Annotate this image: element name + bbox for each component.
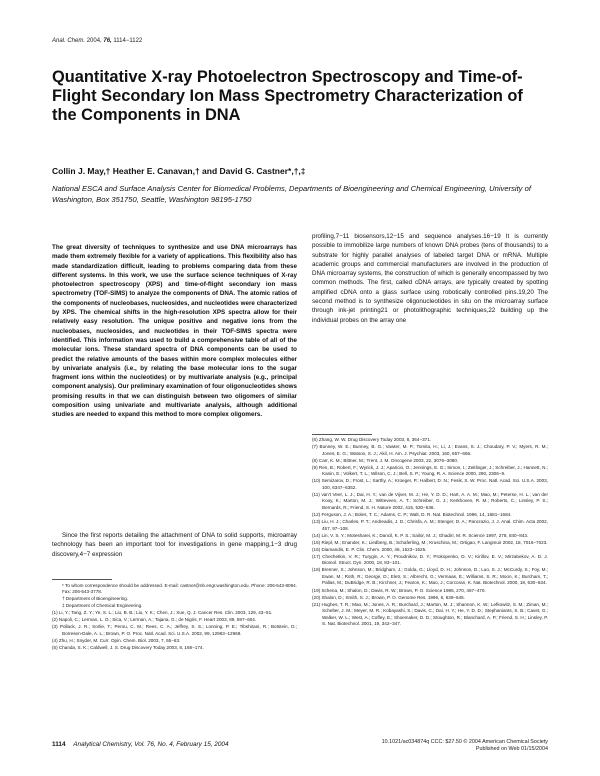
reference-item: (15) Riepl, M.; Enander, K.; Liedberg, B.; Schaferling, M.; Kruschina, M.; Ortigao, F. Langmuir 2002, 18, 7016−7023. [312,539,548,545]
published-date: Published on Web 01/15/2004 [475,746,548,753]
journal-citation [52,38,142,44]
affiliation-footnote-chemical-engineering: ‡ Department of Chemical Engineering. [62,603,143,609]
reference-item: (1) Li, Y.; Tang, Z. Y.; Ye, S. L.; Liu, B. B.; Liu, Y. K.; Chen, J.; Xue, Q. J. Cancer Res. Clin. 2003, 129, 43−51. [52,610,273,616]
reference-item: (11) van't Veer, L. J.; Dai, H. Y.; van de Vijver, M. J.; He, Y. D. D.; Hart, A. A. M.; Mao, M.; Peterse, H. L.; van der Kooy, K.; Marton, M. J.; Witteveen, A. T.; Schreiber, G. J.; Kerkhoven, R. M.; Roberts, C.; Linsley, P. S.; Bernards, R.; Friend, S. H. Nature 2002, 415, 530−536. [312,491,548,510]
reference-item: (2) Napoli, C.; Lerman, L. O.; Sica, V.; Lerman, A.; Tajana, G.; de Nigris, F. Heart 2003, 89, 597−604. [52,617,257,623]
reference-item: (10) Semizarov, D.; Frost, L.; Sarthy, A.; Kroeger, P.; Halbert, D. N.; Fesik, S. W. Proc. Natl. Acad. Sci. U.S.A. 2003, 100, 6347−6352. [312,478,548,490]
reference-item: (13) Liu, H. J.; Charles, P. T.; Andreadis, J. D.; Chrisfa, A. M.; Stenger, D. A.; Pancrazio, J. J. Anal. Chim. Acta 2002, 457, 97−108. [312,519,548,531]
author-list: Collin J. May,† Heather E. Canavan,† and David G. Castner*,†,‡ [52,166,306,176]
affiliation-footnote-bioengineering: † Department of Bioengineering. [62,596,129,602]
reference-item: (5) Chanda, S. K.; Caldwell, J. S. Drug Discovery Today 2003, 8, 168−174. [52,644,204,650]
doi-copyright: 10.1021/ac034874q CCC: $27.50 © 2004 American Chemical Society [381,739,548,745]
reference-item: (17) Chechetkin, V. R.; Turygin, A. Y.; Proudnikov, D. Y.; Prokopenko, D. V.; Kirillov, E. V.; Mirzabekov, A. D. J. Biomol. Struct. Dyn. 2000, 18, 83−101. [312,553,548,566]
reference-item: (9) Ren, B.; Robert, F.; Wyrick, J. J.; Aparicio, O.; Jennings, E. G.; Simon, I.; Zeitlinger, J.; Schreiber, J.; Hannett, N.; Kanin, E.; Volkert, T. L.; Wilson, C. J.; Bell, S. P.; Young, R. A. Science 2000, 290, 2306−9. [312,464,548,477]
reference-item: (20) Shalon, D.; Smith, S. J.; Brown, P. O. Genome Res. 1996, 6, 639−645. [312,594,465,600]
journal-name: Anal. Chem. [52,38,86,44]
reference-item: (4) Zhu, H.; Snyder, M. Curr. Opin. Chem. Biol. 2003, 7, 55−63. [52,637,181,643]
introduction-paragraph: Since the first reports detailing the attachment of DNA to solid supports, microarray technology has been an important tool for investigations in gene mapping,1−3 drug discovery,4−7 expression [52,532,297,558]
paper-title: Quantitative X-ray Photoelectron Spectroscopy and Time-of-Flight Secondary Ion Mass Spectrometry Characterization of the Components in DNA [52,68,523,124]
page-number: 1114 [52,741,66,748]
reference-item: (21) Hughes, T. R.; Mao, M.; Jones, A. R.; Burchard, J.; Marton, M. J.; Shannon, K. W.; Lefkowitz, S. M.; Ziman, M.; Schelter, J. M.; Meyer, M. R.; Kobayashi, S.; Davis, C.; Dai, H. Y.; He, Y. D. D.; Stephaniants, S. B.; Cavet, G.; Walker, W. L.; West, A.; Coffey, E.; Shoemaker, D. D.; Stoughton, R.; Blanchard, A. P.; Friend, S. H.; Linsley, P. S. Nat. Biotechnol. 2001, 19, 342−347. [312,601,548,627]
reference-item: (12) Ferguson, J. A.; Boles, T. C.; Adams, C. P.; Walt, D. R. Nat. Biotechnol. 1996, 14, 1681−1684. [312,512,512,518]
reference-item: (8) Carr, K. M.; Bittner, M.; Trent, J. M. Oncogene 2003, 22, 3076−3080. [312,457,459,463]
page-footer-right [382,739,548,753]
page-footer-left [52,741,229,748]
author-affiliation: National ESCA and Surface Analysis Center for Biomedical Problems, Departments of Bioengineering and Chemical Engineering, University of Washington, Box 351750, Seattle, Washington 98195-1750 [52,184,531,204]
body-paragraph: profiling,7−11 biosensors,12−15 and sequence analyses.16−19 It is currently possible to immobilize large numbers of known DNA probes (tens of thousands) to a substrate for highly parallel analyses of labeled target DNA or mRNA. Multiple academic groups and commercial manufacturers are involved in the production of DNA microarray systems, the construction of which is generally encompassed by two common methods. The first, called cDNA arrays, are typically created by spotting amplified cDNA onto a glass surface using robotically controlled pins.19,20 The second method is to synthesize oligonucleotides in situ on the microarray surface through ink-jet printing21 or photolithographic techniques,22 building up the individual probes on the array one [312,233,548,324]
journal-issue: Analytical Chemistry, Vol. 76, No. 4, February 15, 2004 [73,741,229,748]
correspondence-footnote: * To whom correspondence should be addressed. E-mail: castner@nb.engr.washington.edu. Phone: 206-543-8094. Fax: 206-543-3778. [62,583,297,595]
journal-year: 2004, [86,38,102,44]
reference-list [312,437,548,628]
reference-item: (19) Schena, M.; Shalon, D.; Davis, R. W.; Brown, P. O. Science 1995, 270, 467−470. [312,587,486,593]
reference-item: (3) Pollack, J. R.; Sorlie, T.; Perou, C. M.; Rees, C. A.; Jeffrey, S. S.; Lonning, P. E.; Tibshirani, R.; Botstein, D.; Borresen-Dale, A. L.; Brown, P. O. Proc. Natl. Acad. Sci. U.S.A. 2002, 99, 12963−12968. [52,624,297,636]
abstract: The great diversity of techniques to synthesize and use DNA microarrays has made them extremely flexible for a variety of applications. This flexibility also has made standardization difficult, leading to problems comparing data from these different systems. In this work, we use the surface science techniques of X-ray photoelectron spectroscopy (XPS) and time-of-flight secondary ion mass spectrometry (TOF-SIMS) to analyze the components of DNA. The atomic ratios of the components of nucleobases, nucleosides, and nucleotides were characterized by XPS. The chemical shifts in the high-resolution XPS spectra allow for their relatively easy resolution. The unique positive and negative ions from the nucleobases, nucleosides, and nucleotides in their TOF-SIMS spectra were identified. This information was used to build a comprehensive table of all of the molecular ions. These standard spectra of DNA components can be used to predict the relative amounts of the bases within more complex molecules either by univariate analysis (i.e., by relating the base molecular ions to the sugar fragment ions within the nucleotides) or by multivariate analysis (e.g., principal component analysis). Our preliminary examination of four oligonucleotides shows promising results in that we can distinguish between two oligomers of similar composition using univariate and multivariate analysis, although additional studies are needed to expand this method to more complex oligomers. [52,244,297,419]
reference-item: (16) Diamandis, E. P. Clin. Chem. 2000, 46, 1523−1525. [312,546,427,552]
footnote-divider [52,579,112,580]
reference-item: (18) Brenner, S.; Johnson, M.; Bridgham, J.; Golda, G.; Lloyd, D. H.; Johnson, D.; Luo, S. J.; McCurdy, S.; Foy, M.; Ewan, M.; Roth, R.; George, D.; Eletr, S.; Albrecht, G.; Vermaas, E.; Williams, S. R.; Moon, K.; Burcham, T.; Pallas, M.; DuBridge, R. B.; Kirchner, J.; Fearon, K.; Mao, J.; Corcoran, K. Nat. Biotechnol. 2000, 18, 630−634. [312,567,548,586]
journal-pages: 1114−1122 [113,38,143,44]
journal-volume: 76, [103,38,112,44]
reference-item: (7) Bunney, W. E.; Bunney, B. G.; Vawter, M. P.; Tomita, H.; Li, J.; Evans, S. J.; Choudary, P. V.; Myers, R. M.; Jones, E. G.; Watson, S. J.; Akil, H. Am. J. Psychiat. 2003, 160, 657−666. [312,444,548,456]
reference-item: (14) Lin, V. S. Y.; Motesharei, K.; Dancil, K. P. S.; Sailor, M. J.; Ghadiri, M. R. Science 1997, 278, 840−843. [312,532,529,538]
reference-item: (6) Zhang, W. W. Drug Discovery Today 2003, 8, 364−371. [312,437,432,442]
left-footnotes [52,583,297,652]
reference-divider [312,434,372,435]
